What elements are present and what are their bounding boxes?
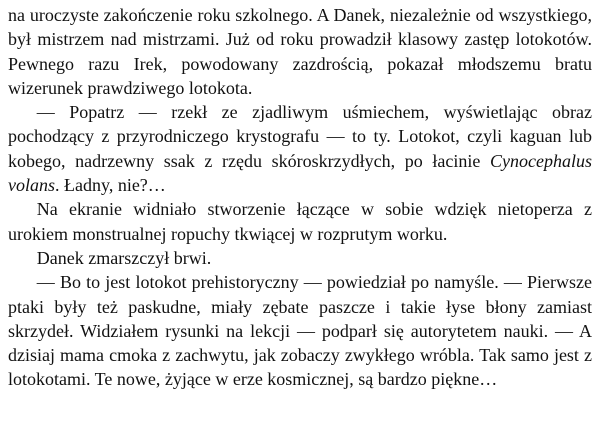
- paragraph-4: [8, 246, 592, 270]
- paragraph-1: [8, 3, 592, 100]
- latin-species-name: Cynocephalus volans: [8, 150, 592, 196]
- paragraph-5-text: — Bo to jest lotokot prehistoryczny — powiedział po namyśle. — Pierwsze ptaki były też paskudne, miały zębate paszcze i takie łyse błony zamiast skrzydeł. Widziałem rysunki na lekcji — podparł się autorytetem nauki. — A dzisiaj mama cmoka z zachwytu, jak zobaczy zwykłego wróbla. Tak samo jest z lotokotami. Te nowe, żyjące w erze kosmicznej, są bardzo piękne…: [8, 272, 592, 390]
- paragraph-3: [8, 197, 592, 246]
- paragraph-5-dialogue: [8, 270, 592, 391]
- paragraph-2-text-b: . Ładny, nie?…: [55, 175, 166, 196]
- paragraph-3-text: Na ekranie widniało stworzenie łączące w sobie wdzięk nietoperza z urokiem monstrualnej ropuchy tkwiącej w rozprutym worku.: [8, 199, 592, 244]
- paragraph-4-text: Danek zmarszczył brwi.: [36, 247, 212, 268]
- paragraph-2-dialogue: [8, 100, 592, 197]
- paragraph-1-text: na uroczyste zakończenie roku szkolnego. A Danek, niezależnie od wszystkiego, był mistrzem nad mistrzami. Już od roku prowadził klasowy zastęp lotokotów. Pewnego razu Irek, powodowany zazdrością, pokazał młodszemu bratu wizerunek prawdziwego lotokota.: [8, 5, 592, 98]
- paragraph-2-text-a: — Popatrz — rzekł ze zjadliwym uśmiechem, wyświetlając obraz pochodzący z przyrodniczego krystografu — to ty. Lotokot, czyli kaguan lub kobego, nadrzewny ssak z rzędu skóroskrzydłych, po łacinie: [8, 102, 592, 171]
